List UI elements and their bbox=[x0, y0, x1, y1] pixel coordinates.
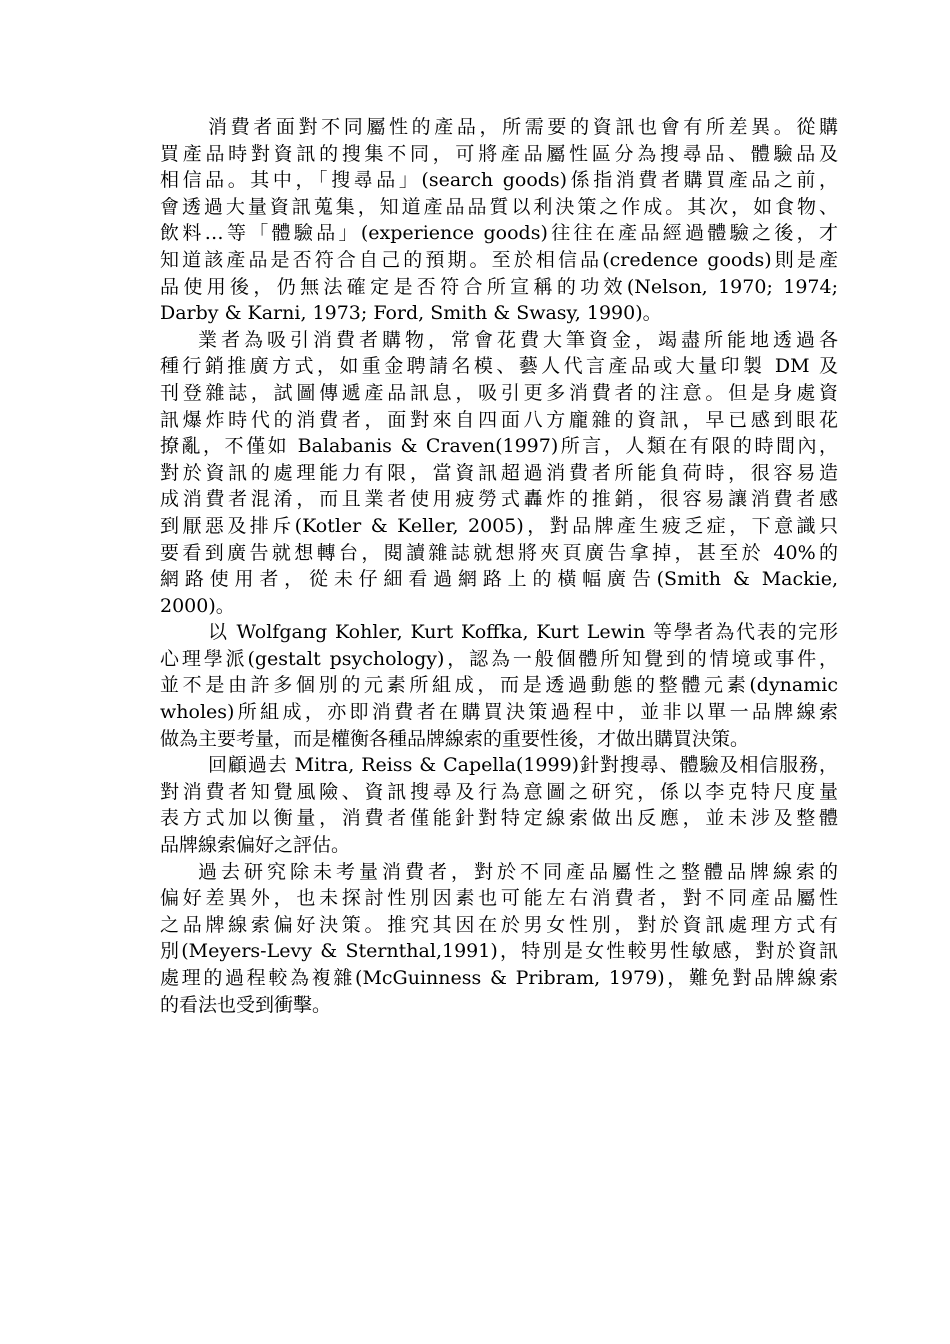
paragraph-line: 對於資訊的處理能力有限，當資訊超過消費者所能負荷時，很容易造 bbox=[160, 461, 838, 484]
paragraph-line: 表方式加以衡量，消費者僅能針對特定線索做出反應，並未涉及整體 bbox=[160, 807, 838, 830]
paragraph-line: 的看法也受到衝擊。 bbox=[160, 993, 332, 1016]
paragraph bbox=[160, 859, 838, 1019]
paragraph-line: 業者為吸引消費者購物，常會花費大筆資金，竭盡所能地透過各 bbox=[198, 328, 838, 351]
paragraph bbox=[160, 114, 838, 327]
paragraph-line: Darby & Karni, 1973; Ford, Smith & Swasy, 1990)。 bbox=[160, 302, 662, 325]
paragraph-line: 並不是由許多個別的元素所組成，而是透過動態的整體元素(dynamic bbox=[160, 674, 838, 697]
paragraph-line: 知道該產品是否符合自己的預期。至於相信品(credence goods)則是產 bbox=[160, 248, 838, 271]
paragraph-line: 會透過大量資訊蒐集，知道產品品質以利決策之作成。其次，如食物、 bbox=[160, 195, 838, 218]
paragraph-line: 2000)。 bbox=[160, 594, 235, 617]
paragraph-line: 飲料…等「體驗品」(experience goods)往往在產品經過體驗之後，才 bbox=[160, 222, 838, 245]
paragraph-line: 之品牌線索偏好決策。推究其因在於男女性別，對於資訊處理方式有 bbox=[160, 913, 838, 936]
paragraph-line: 網路使用者，從未仔細看過網路上的橫幅廣告(Smith & Mackie, bbox=[160, 568, 838, 591]
paragraph-line: 偏好差異外，也未探討性別因素也可能左右消費者，對不同產品屬性 bbox=[160, 887, 838, 910]
paragraph-line: 要看到廣告就想轉台，閱讀雜誌就想將夾頁廣告拿掉，甚至於 40%的 bbox=[160, 541, 838, 564]
paragraph-line: 回顧過去 Mitra, Reiss & Capella(1999)針對搜尋、體驗及相信服務， bbox=[208, 754, 838, 777]
paragraph-line: 到厭惡及排斥(Kotler & Keller, 2005)，對品牌產生疲乏症，下意識只 bbox=[160, 514, 838, 537]
paragraph-line: 處理的過程較為複雜(McGuinness & Pribram, 1979)，難免對品牌線索 bbox=[160, 967, 838, 989]
paragraph-line: 成消費者混淆，而且業者使用疲勞式轟炸的推銷，很容易讓消費者感 bbox=[160, 488, 838, 511]
paragraph-line: wholes)所組成，亦即消費者在購買決策過程中，並非以單一品牌線索 bbox=[160, 701, 838, 724]
paragraph bbox=[160, 752, 838, 858]
paragraph-line: 過去研究除未考量消費者，對於不同產品屬性之整體品牌線索的 bbox=[198, 860, 838, 883]
paragraph-line: 買產品時對資訊的搜集不同，可將產品屬性區分為搜尋品、體驗品及 bbox=[160, 142, 838, 165]
paragraph-line: 做為主要考量，而是權衡各種品牌線索的重要性後，才做出購買決策。 bbox=[160, 727, 750, 750]
paragraph-line: 對消費者知覺風險、資訊搜尋及行為意圖之研究，係以李克特尺度量 bbox=[160, 780, 838, 803]
paragraph-line: 心理學派(gestalt psychology)，認為一般個體所知覺到的情境或事件， bbox=[160, 647, 838, 670]
paragraph-line: 消費者面對不同屬性的產品，所需要的資訊也會有所差異。從購 bbox=[208, 116, 838, 138]
paragraph bbox=[160, 327, 838, 620]
paragraph-line: 以 Wolfgang Kohler, Kurt Koffka, Kurt Lewin 等學者為代表的完形 bbox=[208, 621, 838, 644]
paragraph-line: 訊爆炸時代的消費者，面對來自四面八方龐雜的資訊，早已感到眼花 bbox=[160, 408, 838, 431]
document-body bbox=[160, 114, 838, 1018]
paragraph-line: 品牌線索偏好之評估。 bbox=[160, 834, 351, 857]
paragraph-line: 種行銷推廣方式，如重金聘請名模、藝人代言產品或大量印製 DM 及 bbox=[160, 355, 838, 378]
paragraph bbox=[160, 619, 838, 752]
paragraph-line: 刊登雜誌，試圖傳遞產品訊息，吸引更多消費者的注意。但是身處資 bbox=[160, 381, 838, 404]
paragraph-line: 別(Meyers-Levy & Sternthal,1991)，特別是女性較男性敏感，對於資訊 bbox=[160, 940, 838, 963]
paragraph-line: 品使用後，仍無法確定是否符合所宣稱的功效(Nelson, 1970; 1974; bbox=[160, 275, 838, 298]
paragraph-line: 撩亂，不僅如 Balabanis & Craven(1997)所言，人類在有限的時間內， bbox=[160, 435, 838, 458]
paragraph-line: 相信品。其中，「搜尋品」(search goods)係指消費者購買產品之前， bbox=[160, 169, 838, 192]
